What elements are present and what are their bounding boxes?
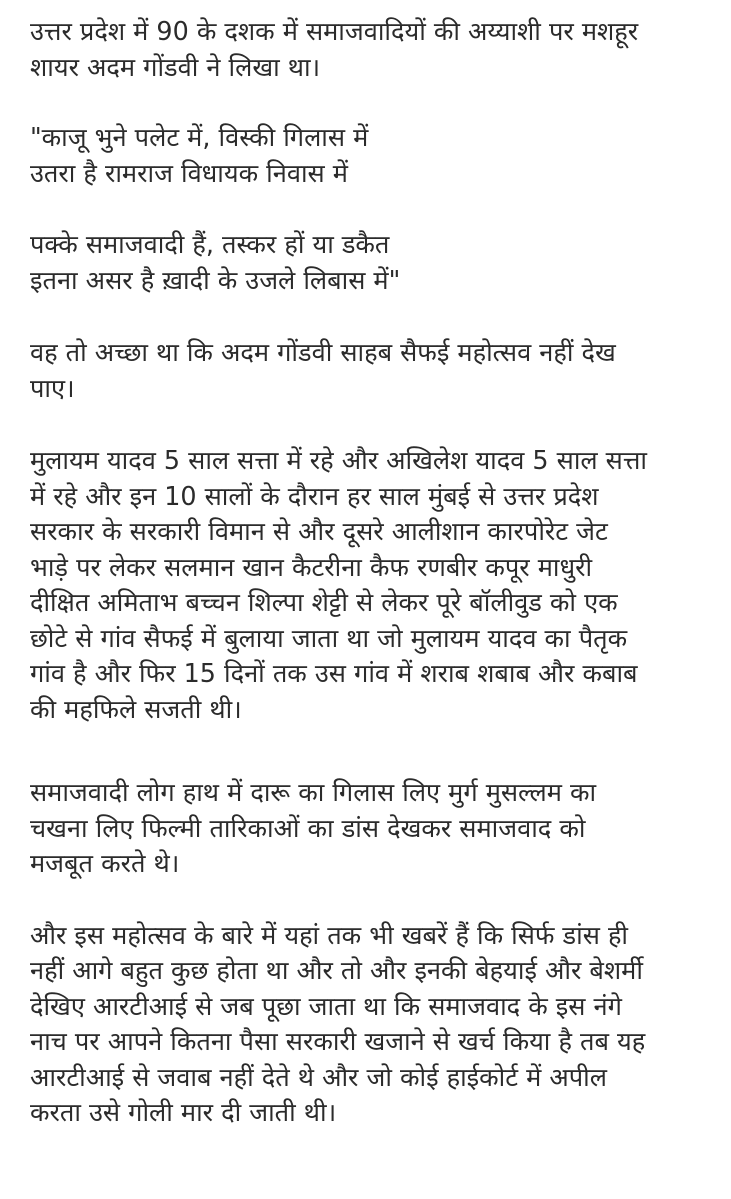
rti-paragraph <box>30 918 720 1131</box>
text-line: करता उसे गोली मार दी जाती थी। <box>30 1097 337 1127</box>
text-line: नाच पर आपने कितना पैसा सरकारी खजाने से खर्च किया है तब यह <box>30 1026 646 1056</box>
saifai-paragraph <box>30 443 720 727</box>
comment-paragraph <box>30 335 720 406</box>
paragraph-spacer <box>30 298 720 335</box>
paragraph-spacer <box>30 727 720 775</box>
text-line: चखना लिए फिल्मी तारिकाओं का डांस देखकर समाजवाद को <box>30 812 586 843</box>
text-line: समाजवादी लोग हाथ में दारू का गिलास लिए मुर्ग मुसल्लम का <box>30 777 597 807</box>
text-line: आरटीआई से जवाब नहीं देते थे और जो कोई हाईकोर्ट में अपील <box>30 1061 607 1092</box>
paragraph-spacer <box>30 406 720 443</box>
intro-paragraph <box>30 14 720 85</box>
poem-line: उतरा है रामराज विधायक निवास में <box>30 157 348 188</box>
text-line: गांव है और फिर 15 दिनों तक उस गांव में शराब शबाब और कबाब <box>30 658 638 688</box>
text-line: भाड़े पर लेकर सलमान खान कैटरीना कैफ रणबीर कपूर माधुरी <box>30 551 593 582</box>
paragraph-spacer <box>30 85 720 120</box>
paragraph-spacer <box>30 191 720 227</box>
poem-line: पक्के समाजवादी हैं, तस्कर हों या डकैत <box>30 229 390 259</box>
text-line: सरकार के सरकारी विमान से और दूसरे आलीशान कारपोरेट जेट <box>30 516 608 546</box>
text-line: और इस महोत्सव के बारे में यहां तक भी खबरें हैं कि सिर्फ डांस ही <box>30 919 629 950</box>
text-line: मुलायम यादव 5 साल सत्ता में रहे और अखिलेश यादव 5 साल सत्ता <box>30 445 647 475</box>
text-line: पाए। <box>30 372 75 403</box>
text-line: में रहे और इन 10 सालों के दौरान हर साल मुंबई से उत्तर प्रदेश <box>30 480 599 511</box>
poem-line: इतना असर है ख़ादी के उजले लिबास में" <box>30 264 401 295</box>
poem-line: "काजू भुने पलेट में, विस्की गिलास में <box>30 122 369 152</box>
socialist-paragraph <box>30 775 720 882</box>
poem-stanza-1 <box>30 120 720 191</box>
text-line: छोटे से गांव सैफई में बुलाया जाता था जो मुलायम यादव का पैतृक <box>30 622 628 653</box>
text-line: उत्तर प्रदेश में 90 के दशक में समाजवादियों की अय्याशी पर मशहूर <box>30 16 639 46</box>
text-line: मजबूत करते थे। <box>30 848 180 878</box>
text-line: की महफिले सजती थी। <box>30 693 242 724</box>
paragraph-spacer <box>30 882 720 918</box>
text-line: वह तो अच्छा था कि अदम गोंडवी साहब सैफई महोत्सव नहीं देख <box>30 337 616 367</box>
text-line: दीक्षित अमिताभ बच्चन शिल्पा शेट्टी से लेकर पूरे बॉलीवुड को एक <box>30 587 618 617</box>
text-line: देखिए आरटीआई से जब पूछा जाता था कि समाजवाद के इस नंगे <box>30 990 622 1021</box>
text-line: शायर अदम गोंडवी ने लिखा था। <box>30 51 321 82</box>
post-text-body <box>30 14 720 1131</box>
poem-stanza-2 <box>30 227 720 298</box>
text-line: नहीं आगे बहुत कुछ होता था और तो और इनकी बेहयाई और बेशर्मी <box>30 955 643 985</box>
